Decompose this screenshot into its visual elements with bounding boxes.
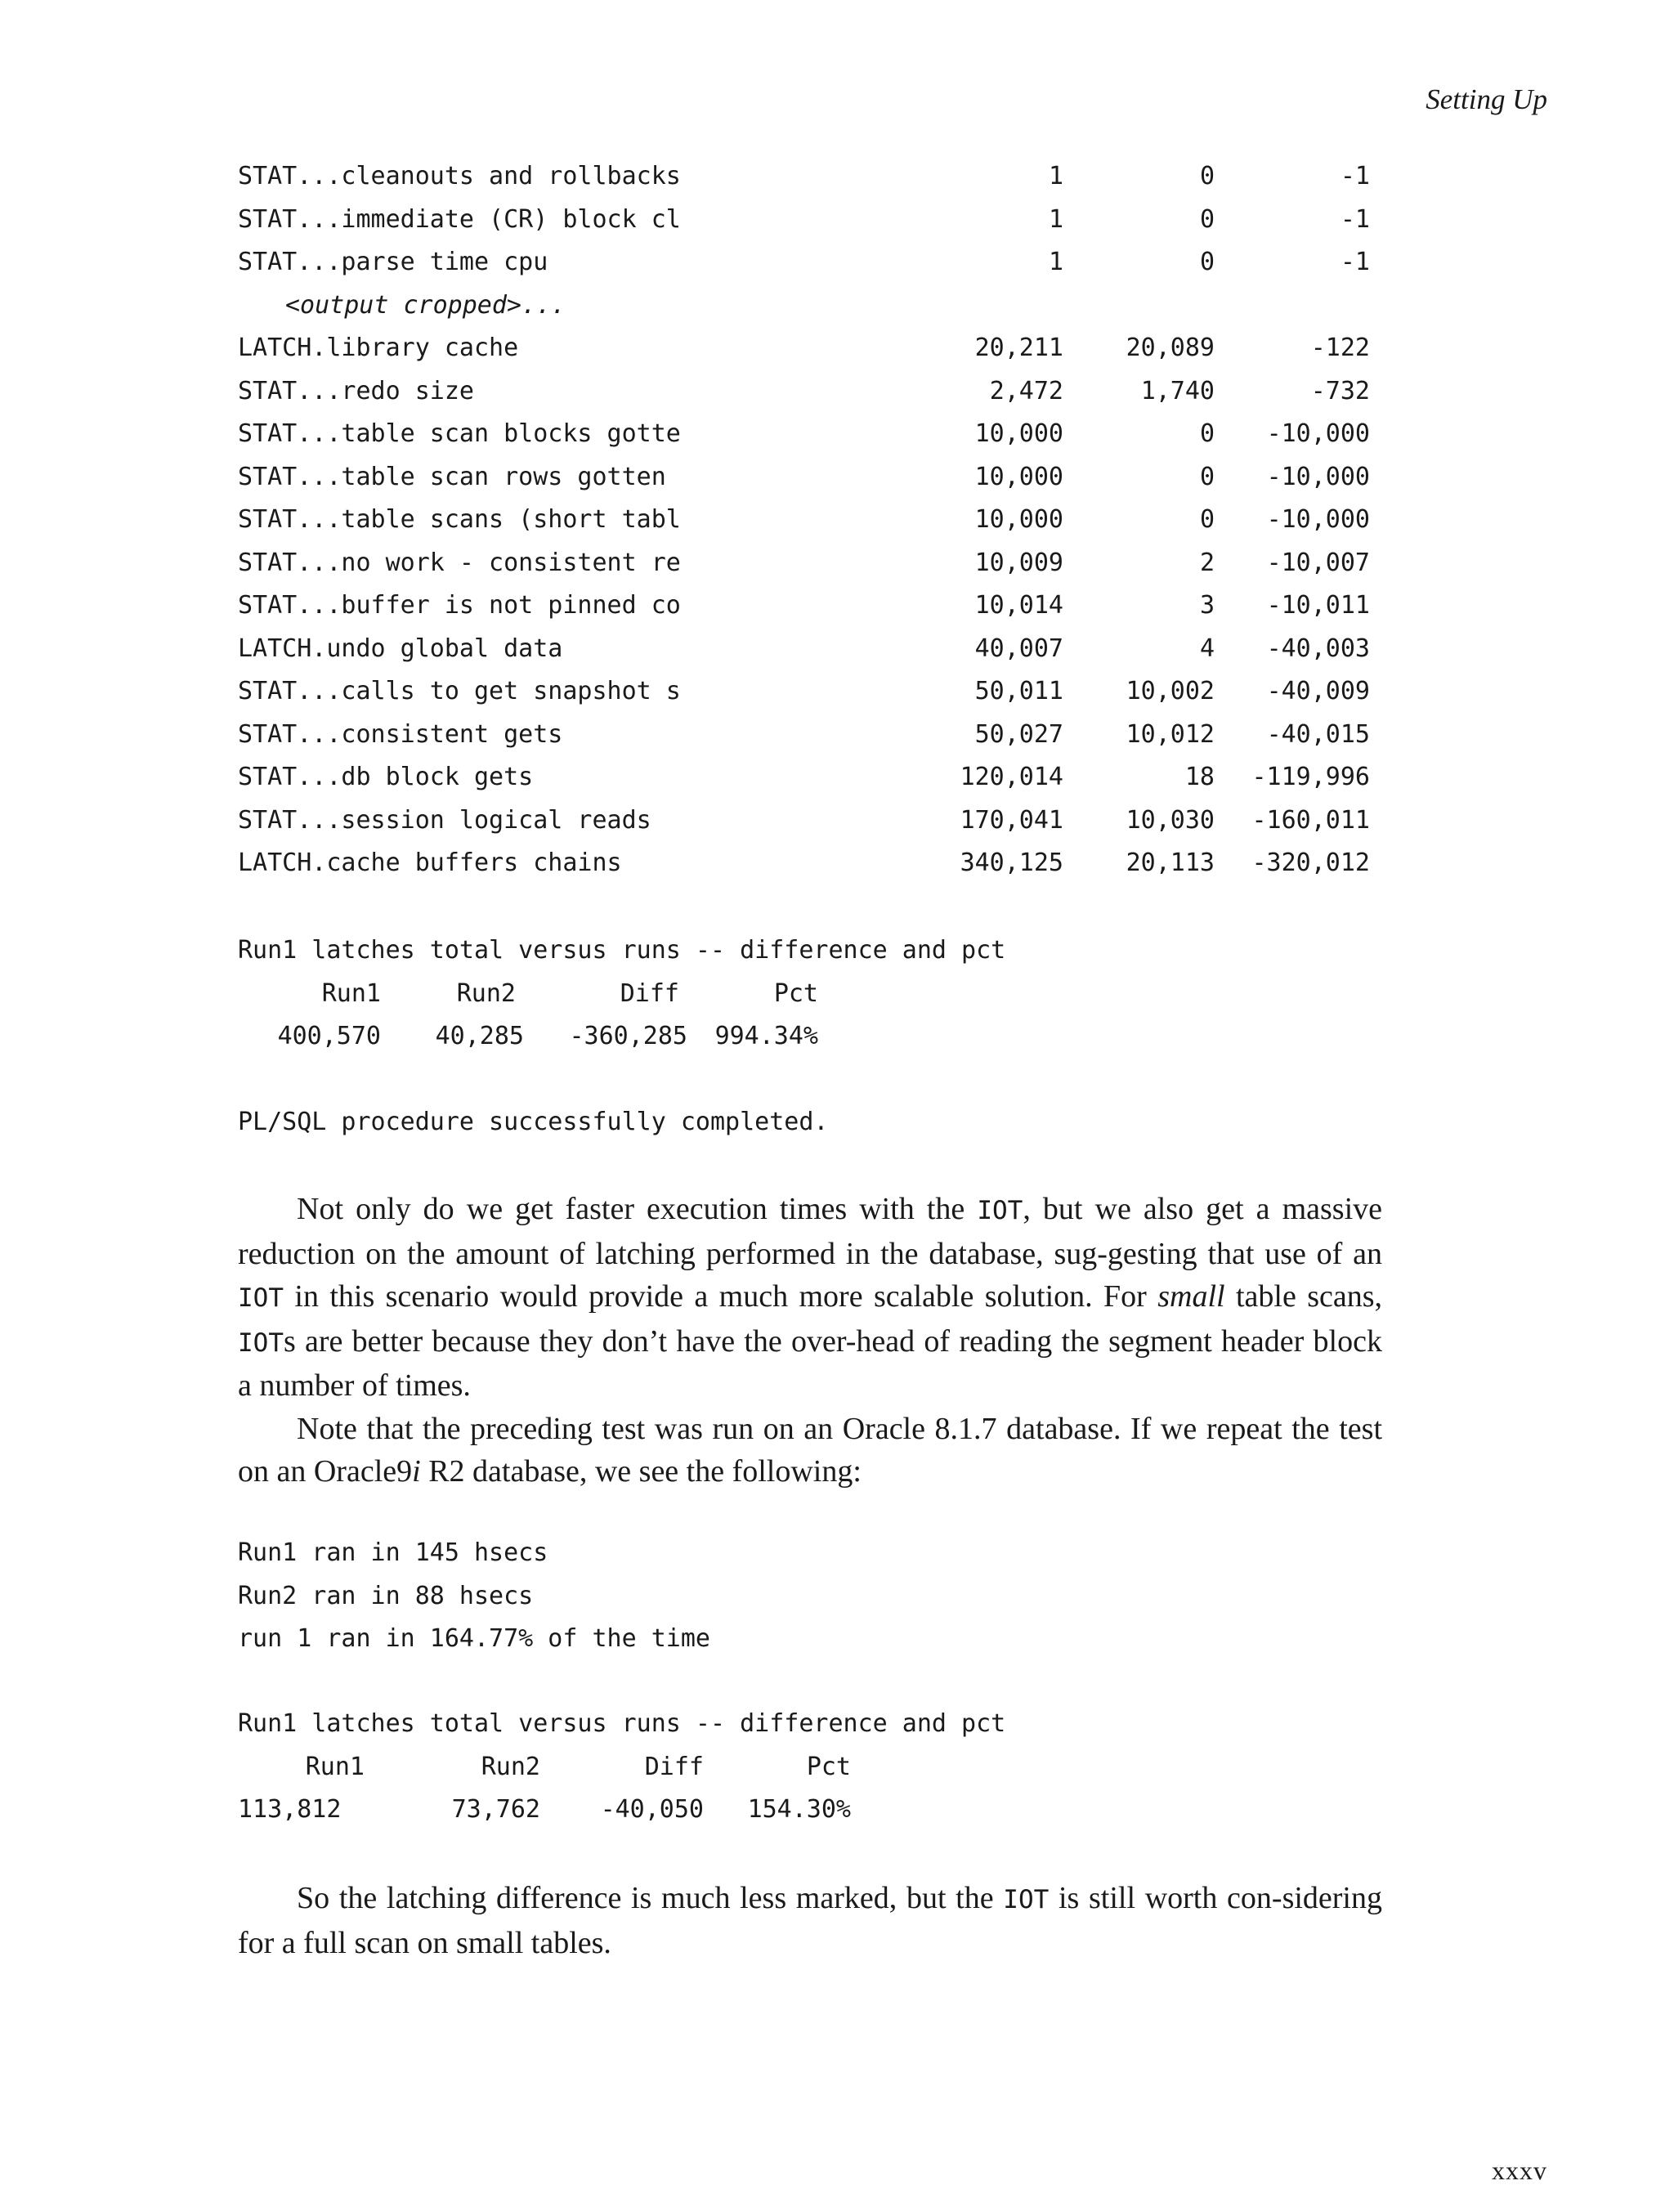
stat-run2: 0 [1199,162,1215,190]
stat-diff: -122 [1310,334,1370,362]
stat-diff: -1 [1340,162,1370,190]
stat-run1: 20,211 [974,334,1063,362]
stat-run2: 20,113 [1126,849,1215,877]
latch-summary-2 [238,1703,1005,1832]
stat-name: STAT...parse time cpu [238,248,548,276]
paragraph: So the latching difference is much less marked, but the IOT is still worth con-sidering for a full scan on small tables. [238,1881,1382,1960]
latch-summary-headers [238,973,1005,1016]
val-diff: -40,050 [600,1795,704,1824]
col-header-pct: Pct [773,978,818,1008]
stat-run2: 0 [1199,505,1215,534]
stat-diff: -1 [1340,248,1370,276]
page-number: xxxv [1492,2156,1547,2185]
body-text-1 [238,1188,1382,1493]
stat-run1: 50,027 [974,719,1063,749]
paragraph: Note that the preceding test was run on an Oracle 8.1.7 database. If we repeat the test on an Oracle9i R2 database, we see the following: [238,1411,1382,1489]
run-time-line: Run1 ran in 145 hsecs [238,1538,548,1567]
stat-diff: -10,011 [1266,591,1370,620]
val-diff: -360,285 [569,1022,687,1050]
stat-diff: -10,000 [1266,505,1370,534]
stat-name: STAT...db block gets [238,763,534,791]
stat-diff: -40,015 [1266,719,1370,749]
stat-name: STAT...no work - consistent re [238,548,681,577]
stat-run2: 10,002 [1126,677,1215,705]
stat-run2: 0 [1199,204,1215,234]
stat-diff: -10,000 [1266,462,1370,491]
stat-run2: 18 [1184,763,1215,791]
col-header-diff: Diff [620,978,679,1008]
col-header-run2: Run2 [481,1752,540,1781]
latch-summary-title: Run1 latches total versus runs -- difference and pct [238,1709,1006,1738]
val-pct: 994.34% [714,1022,818,1050]
latch-summary-1 [238,929,1005,1059]
col-header-diff: Diff [644,1752,704,1781]
stat-name: STAT...session logical reads [238,805,651,835]
stat-name: LATCH.undo global data [238,634,563,663]
val-run1: 113,812 [238,1795,342,1824]
stat-run1: 170,041 [960,805,1063,835]
stat-run1: 340,125 [960,849,1063,877]
latch-summary-values [238,1015,1005,1059]
col-header-run2: Run2 [456,978,516,1008]
run-time-line: Run2 ran in 88 hsecs [238,1581,534,1610]
stat-diff: -40,009 [1266,677,1370,705]
col-header-pct: Pct [806,1752,851,1781]
stat-run1: 10,014 [974,591,1063,620]
stat-name: LATCH.cache buffers chains [238,849,622,877]
stat-name: STAT...table scans (short tabl [238,505,681,534]
stat-run2: 0 [1199,462,1215,491]
stat-run1: 1 [1048,248,1063,276]
stat-diff: -1 [1340,204,1370,234]
stat-name: STAT...cleanouts and rollbacks [238,162,681,190]
stat-run2: 10,012 [1126,719,1215,749]
stat-name: LATCH.library cache [238,334,519,362]
stat-diff: -732 [1310,376,1370,405]
stat-run1: 50,011 [974,677,1063,705]
val-run2: 40,285 [435,1022,524,1050]
stat-name: STAT...table scan rows gotten [238,462,666,491]
running-head: Setting Up [1426,83,1547,115]
val-run2: 73,762 [451,1795,540,1824]
stat-run2: 20,089 [1126,334,1215,362]
stat-run2: 10,030 [1126,805,1215,835]
stat-run1: 1 [1048,204,1063,234]
stat-run2: 1,740 [1140,376,1215,405]
latch-summary-headers [238,1746,1005,1789]
stat-run1: 2,472 [989,376,1063,405]
stat-diff: -160,011 [1251,805,1370,835]
output-cropped-text: <output cropped>... [285,290,566,320]
body-text-2 [238,1877,1382,1964]
stat-run1: 10,000 [974,505,1063,534]
val-run1: 400,570 [277,1022,381,1050]
stat-run2: 0 [1199,419,1215,448]
stat-name: STAT...consistent gets [238,719,563,749]
stat-run2: 4 [1199,634,1215,663]
stat-run1: 120,014 [960,763,1063,791]
latch-summary-values [238,1789,1005,1832]
stat-name: STAT...redo size [238,376,474,405]
latch-summary-title: Run1 latches total versus runs -- difference and pct [238,936,1006,965]
stat-run2: 0 [1199,248,1215,276]
stat-run1: 10,000 [974,462,1063,491]
stat-run1: 10,009 [974,548,1063,577]
stat-diff: -40,003 [1266,634,1370,663]
run-times-output [238,1532,710,1661]
stat-name: STAT...immediate (CR) block cl [238,204,681,234]
paragraph: Not only do we get faster execution times with the IOT, but we also get a massive reduction on the amount of latching performed in the database, sug-gesting that use of an IOT in this scenario would provide a much more scalable solution. For small table scans, IOTs are better because they don’t have the over-head of reading the segment header block a number of times. [238,1192,1382,1403]
stat-name: STAT...buffer is not pinned co [238,591,681,620]
stat-run2: 2 [1199,548,1215,577]
col-header-run1: Run1 [305,1752,365,1781]
stat-name: STAT...calls to get snapshot s [238,677,681,705]
stat-diff: -320,012 [1251,849,1370,877]
stat-diff: -10,000 [1266,419,1370,448]
stat-diff: -119,996 [1251,763,1370,791]
stat-run1: 40,007 [974,634,1063,663]
stat-run1: 10,000 [974,419,1063,448]
val-pct: 154.30% [747,1795,851,1824]
stat-run2: 3 [1199,591,1215,620]
stat-diff: -10,007 [1266,548,1370,577]
stat-run1: 1 [1048,162,1063,190]
col-header-run1: Run1 [321,978,381,1008]
stat-name: STAT...table scan blocks gotte [238,419,681,448]
run-time-line: run 1 ran in 164.77% of the time [238,1624,710,1653]
plsql-completed-message: PL/SQL procedure successfully completed. [238,1108,829,1136]
